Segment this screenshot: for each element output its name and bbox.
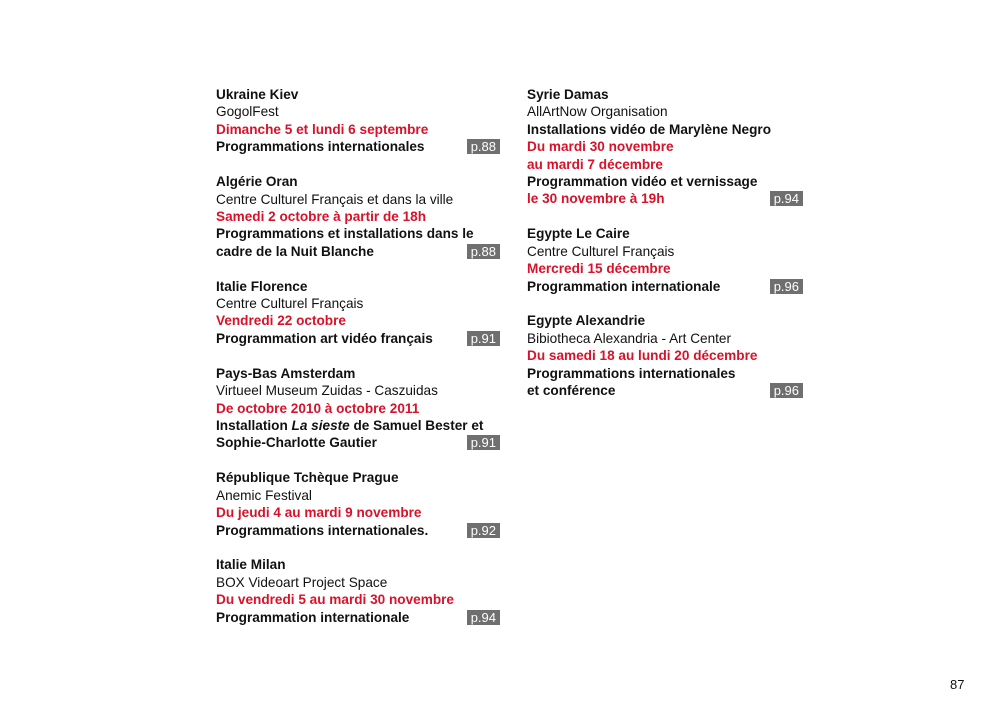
event-program: Programmations et installations dans le	[216, 226, 474, 242]
event-program-text: Programmation art vidéo français	[216, 330, 433, 346]
event-venue: AllArtNow Organisation	[527, 104, 668, 120]
event-location: Syrie Damas	[527, 87, 609, 102]
event-entry-amsterdam	[216, 365, 506, 452]
event-program: Programmations internationales	[527, 365, 736, 381]
event-program-text: Programmations internationales	[216, 139, 425, 155]
page-reference[interactable]: p.96	[770, 279, 803, 294]
event-venue: Centre Culturel Français	[216, 296, 364, 312]
page-reference[interactable]: p.94	[467, 610, 500, 625]
event-program	[216, 243, 506, 260]
event-venue: Centre Culturel Français	[527, 243, 675, 259]
event-program-prefix: Installation	[216, 418, 292, 433]
event-program	[216, 522, 506, 539]
page-reference[interactable]: p.91	[467, 435, 500, 450]
event-program-text: Sophie-Charlotte Gautier	[216, 435, 377, 451]
event-date: Vendredi 22 octobre	[216, 313, 346, 329]
event-date: Samedi 2 octobre à partir de 18h	[216, 208, 427, 224]
page-number: 87	[950, 677, 965, 692]
artwork-title: La sieste	[291, 418, 350, 433]
event-location: Egypte Alexandrie	[527, 313, 646, 329]
event-program-text: et conférence	[527, 383, 616, 399]
page-reference[interactable]: p.92	[467, 523, 500, 538]
event-program	[216, 434, 506, 451]
event-location: Italie Florence	[216, 278, 308, 294]
event-program-text: Programmations internationales.	[216, 522, 429, 538]
event-program	[216, 609, 506, 626]
event-entry-damas	[527, 86, 817, 208]
event-entry-florence	[216, 278, 506, 348]
event-program-text: Programmation internationale	[216, 609, 410, 625]
event-program: Installations vidéo de Marylène Negro	[527, 121, 771, 137]
event-date: Mercredi 15 décembre	[527, 261, 671, 277]
event-entry-prague	[216, 469, 506, 539]
event-date: Du mardi 30 novembre	[527, 139, 674, 155]
event-entry-kiev	[216, 86, 506, 156]
event-program-text: Programmation internationale	[527, 278, 721, 294]
event-program-text: cadre de la Nuit Blanche	[216, 243, 374, 259]
event-entry-oran	[216, 173, 506, 260]
event-program	[216, 417, 506, 434]
event-location: Ukraine Kiev	[216, 87, 299, 102]
right-column	[527, 86, 817, 417]
page-reference[interactable]: p.96	[770, 383, 803, 398]
event-venue: Virtueel Museum Zuidas - Caszuidas	[216, 383, 438, 399]
page-reference[interactable]: p.88	[467, 139, 500, 154]
event-entry-le-caire	[527, 225, 817, 295]
event-entry-alexandrie	[527, 312, 817, 399]
event-venue: Anemic Festival	[216, 487, 312, 503]
left-column	[216, 86, 506, 644]
event-program-suffix: de Samuel Bester et	[349, 418, 484, 433]
event-date: Du jeudi 4 au mardi 9 novembre	[216, 505, 422, 521]
event-date	[527, 190, 817, 207]
event-program	[527, 382, 817, 399]
event-entry-milan	[216, 556, 506, 626]
event-location: Algérie Oran	[216, 174, 298, 190]
event-venue: BOX Videoart Project Space	[216, 574, 388, 590]
page-reference[interactable]: p.91	[467, 331, 500, 346]
event-program: Programmation vidéo et vernissage	[527, 174, 758, 190]
event-venue: GogolFest	[216, 104, 279, 120]
event-location: République Tchèque Prague	[216, 470, 399, 486]
event-date: Du samedi 18 au lundi 20 décembre	[527, 348, 758, 364]
page-reference[interactable]: p.94	[770, 191, 803, 206]
event-venue: Centre Culturel Français et dans la ville	[216, 191, 454, 207]
event-venue: Bibiotheca Alexandria - Art Center	[527, 330, 732, 346]
event-date: De octobre 2010 à octobre 2011	[216, 400, 420, 416]
page-reference[interactable]: p.88	[467, 244, 500, 259]
event-location: Italie Milan	[216, 557, 286, 573]
event-date: Du vendredi 5 au mardi 30 novembre	[216, 592, 454, 608]
event-program	[527, 278, 817, 295]
event-date: Dimanche 5 et lundi 6 septembre	[216, 121, 429, 137]
event-date-text: le 30 novembre à 19h	[527, 191, 665, 207]
event-program	[216, 138, 506, 155]
event-location: Egypte Le Caire	[527, 226, 630, 242]
event-location: Pays-Bas Amsterdam	[216, 365, 356, 381]
event-date: au mardi 7 décembre	[527, 156, 663, 172]
event-program	[216, 330, 506, 347]
